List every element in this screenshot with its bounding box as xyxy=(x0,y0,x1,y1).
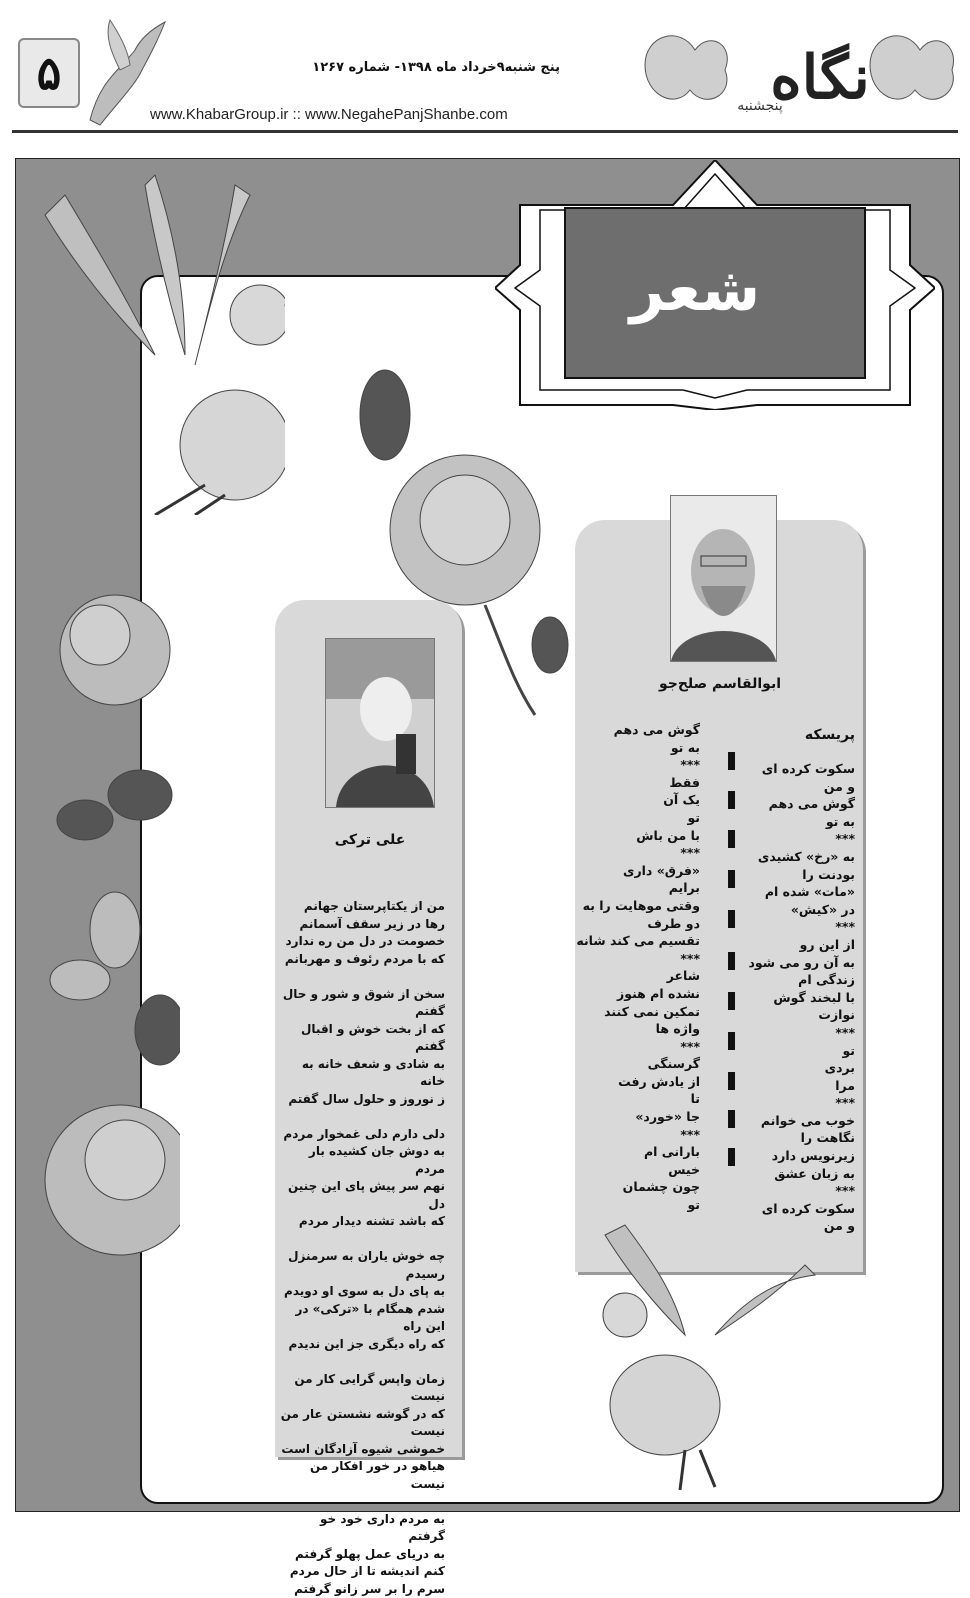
divider-bar xyxy=(728,1032,735,1050)
bird-illustration xyxy=(35,155,285,515)
divider-bar xyxy=(728,791,735,809)
logo-sub-text: پنجشنبه xyxy=(737,98,783,114)
bird-illustration-bottom xyxy=(585,1205,825,1495)
poem-title: پریسکه xyxy=(804,727,855,743)
poet-photo-right xyxy=(670,495,777,662)
issue-date: پنج شنبه۹خرداد ماه ۱۳۹۸- شماره ۱۲۶۷ xyxy=(312,60,560,75)
header-rule xyxy=(12,130,958,133)
poet-photo-left xyxy=(325,638,435,808)
masthead-logo xyxy=(640,10,960,120)
divider-bar xyxy=(728,1148,735,1166)
divider-bar xyxy=(728,992,735,1010)
divider-bar xyxy=(728,952,735,970)
website-links[interactable]: www.KhabarGroup.ir :: www.NegahePanjShanbe.com xyxy=(150,106,508,123)
poet-name-right: ابوالقاسم صلح‌جو xyxy=(658,676,782,692)
poem-right-part-1: سکوت کرده ای و من گوش می دهم به تو *** به «رخ» کشیدی بودنت را «مات» شده ام در «کیش» *** از این رو به آن رو می شود زندگی ام با لبخند گوش نوازت *** تو بردی مرا *** خوب می خوانم نگاهت را زیرنویس دارد به زبان عشق *** سکوت کرده ای و من xyxy=(748,761,855,1234)
poem-left: من از یکتاپرستان جهانم رها در زیر سقف آسمانم خصومت در دل من ره ندارد که با مردم رئوف و مهربانم سخن از شوق و شور و حال گفتم که از بخت خوش و اقبال گفتم به شادی و شعف خانه به خانه ز نوروز و حلول سال گفتم دلی دارم دلی غمخوار مردم به دوش جان کشیده بار مردم نهم سر پیش پای این چنین دل که باشد تشنه دیدار مردم چه خوش یاران به سرمنزل رسیدم به پای دل به سوی او دویدم شدم همگام با «ترکی» در این راه که راه دیگری جز این ندیدم زمان واپس گرایی کار من نیست که در گوشه نشستن عار من نیست خموشی شیوه آزادگان است هیاهو در خور افکار من نیست به مردم داری خود خو گرفتم به دریای عمل پهلو گرفتم کنم اندیشه تا از حال مردم سرم را بر سر زانو گرفتم xyxy=(280,899,445,1596)
divider-bar xyxy=(728,1072,735,1090)
poem-right-part-2: گوش می دهم به تو *** فقط یک آن تو با من باش *** «فرق» داری برایم وقتی موهایت را به دو طرف تقسیم می کند شانه *** شاعر نشده ام هنوز تمکین نمی کنند واژه ها *** گرسنگی از یادش رفت تا جا «خورد» *** بارانی ام خیس چون چشمان تو xyxy=(576,722,700,1213)
section-title: شعر xyxy=(629,255,761,325)
divider-bar xyxy=(728,752,735,770)
page-number: ۵ xyxy=(18,38,80,108)
divider-bar xyxy=(728,910,735,928)
divider-bar xyxy=(728,1110,735,1128)
flower-illustration xyxy=(30,560,180,1320)
divider-bar xyxy=(728,830,735,848)
divider-bar xyxy=(728,870,735,888)
poet-name-left: علی ترکی xyxy=(334,832,406,848)
logo-main-text: نگاه xyxy=(770,43,870,113)
